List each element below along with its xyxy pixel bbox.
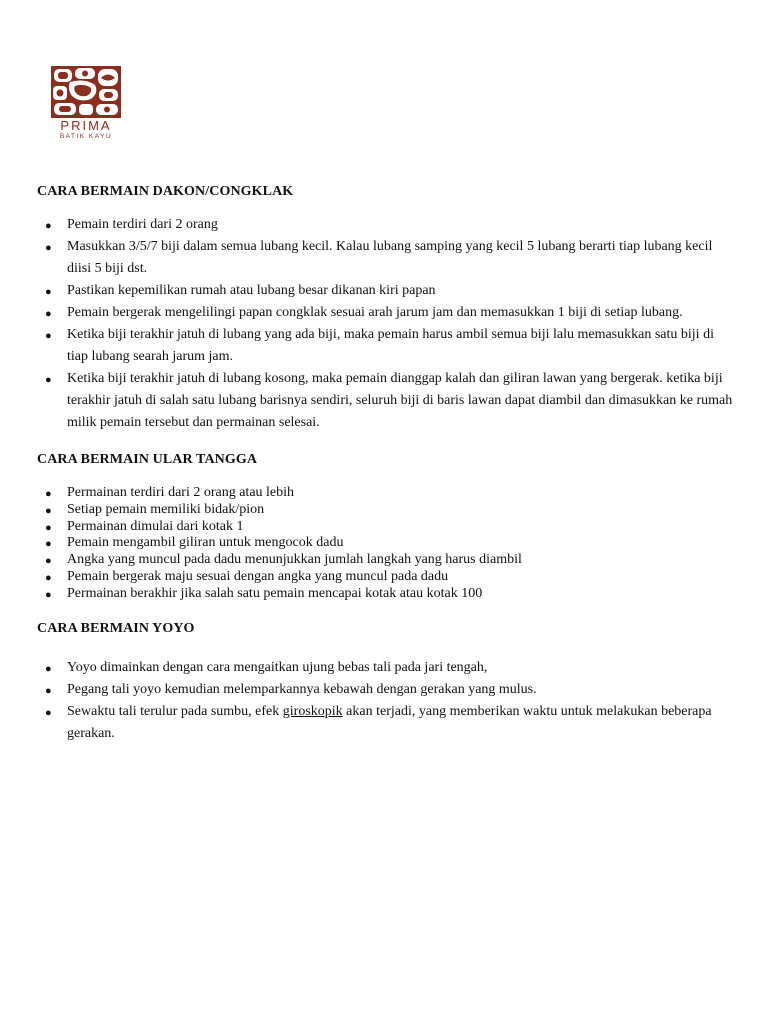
logo-brand-text: PRIMA bbox=[60, 118, 112, 133]
prima-batik-kayu-logo bbox=[48, 66, 124, 144]
section-title-yoyo: CARA BERMAIN YOYO bbox=[37, 620, 195, 636]
yoyo-rules-list bbox=[37, 657, 737, 745]
list-item-text-after-link: akan terjadi, yang memberikan waktu untuk melakukan beberapa gerakan. bbox=[67, 703, 712, 741]
list-item: ● Angka yang muncul pada dadu menunjukkan jumlah langkah yang harus diambil bbox=[37, 552, 737, 569]
list-item: ● Masukkan 3/5/7 biji dalam semua lubang kecil. Kalau lubang samping yang kecil 5 lubang berarti tiap lubang kecil diisi 5 biji dst. bbox=[37, 236, 737, 280]
list-item: ● Permainan berakhir jika salah satu pemain mencapai kotak atau kotak 100 bbox=[37, 586, 737, 603]
ular-tangga-rules-list bbox=[37, 485, 737, 603]
list-item: ● Pemain bergerak maju sesuai dengan angka yang muncul pada dadu bbox=[37, 569, 737, 586]
list-item: ● Pemain mengambil giliran untuk mengocok dadu bbox=[37, 535, 737, 552]
section-title-congklak: CARA BERMAIN DAKON/CONGKLAK bbox=[37, 184, 294, 199]
list-item: ● Yoyo dimainkan dengan cara mengaitkan ujung bebas tali pada jari tengah, bbox=[37, 657, 737, 679]
instructions-content bbox=[37, 182, 737, 745]
list-item: ● Ketika biji terakhir jatuh di lubang kosong, maka pemain dianggap kalah dan giliran lawan yang bergerak. ketika biji terakhir jatuh di salah satu lubang barisnya sendiri, seluruh biji di baris lawan dapat diambil dan dimasukkan ke rumah milik pemain tersebut dan permainan selesai. bbox=[37, 368, 737, 434]
section-title-ular-tangga: CARA BERMAIN ULAR TANGGA bbox=[37, 452, 258, 467]
list-item-text-before-link: Sewaktu tali terulur pada sumbu, efek bbox=[67, 703, 283, 719]
logo-tagline-text: BATIK KAYU bbox=[59, 133, 113, 140]
list-item: ● Ketika biji terakhir jatuh di lubang yang ada biji, maka pemain harus ambil semua biji lalu memasukkan satu biji di tiap lubang searah jarum jam. bbox=[37, 324, 737, 368]
list-item: ● Setiap pemain memiliki bidak/pion bbox=[37, 502, 737, 519]
batik-pattern-logo-icon bbox=[51, 66, 121, 118]
list-item: ● Pemain terdiri dari 2 orang bbox=[37, 214, 737, 236]
list-item bbox=[37, 701, 737, 745]
giroskopik-link[interactable]: giroskopik bbox=[282, 703, 343, 719]
list-item: ● Permainan dimulai dari kotak 1 bbox=[37, 519, 737, 536]
congklak-rules-list bbox=[37, 214, 737, 434]
list-item: ● Pastikan kepemilikan rumah atau lubang besar dikanan kiri papan bbox=[37, 280, 737, 302]
list-item: ● Pemain bergerak mengelilingi papan congklak sesuai arah jarum jam dan memasukkan 1 biji di setiap lubang. bbox=[37, 302, 737, 324]
list-item: ● Permainan terdiri dari 2 orang atau lebih bbox=[37, 485, 737, 502]
list-item: ● Pegang tali yoyo kemudian melemparkannya kebawah dengan gerakan yang mulus. bbox=[37, 679, 737, 701]
